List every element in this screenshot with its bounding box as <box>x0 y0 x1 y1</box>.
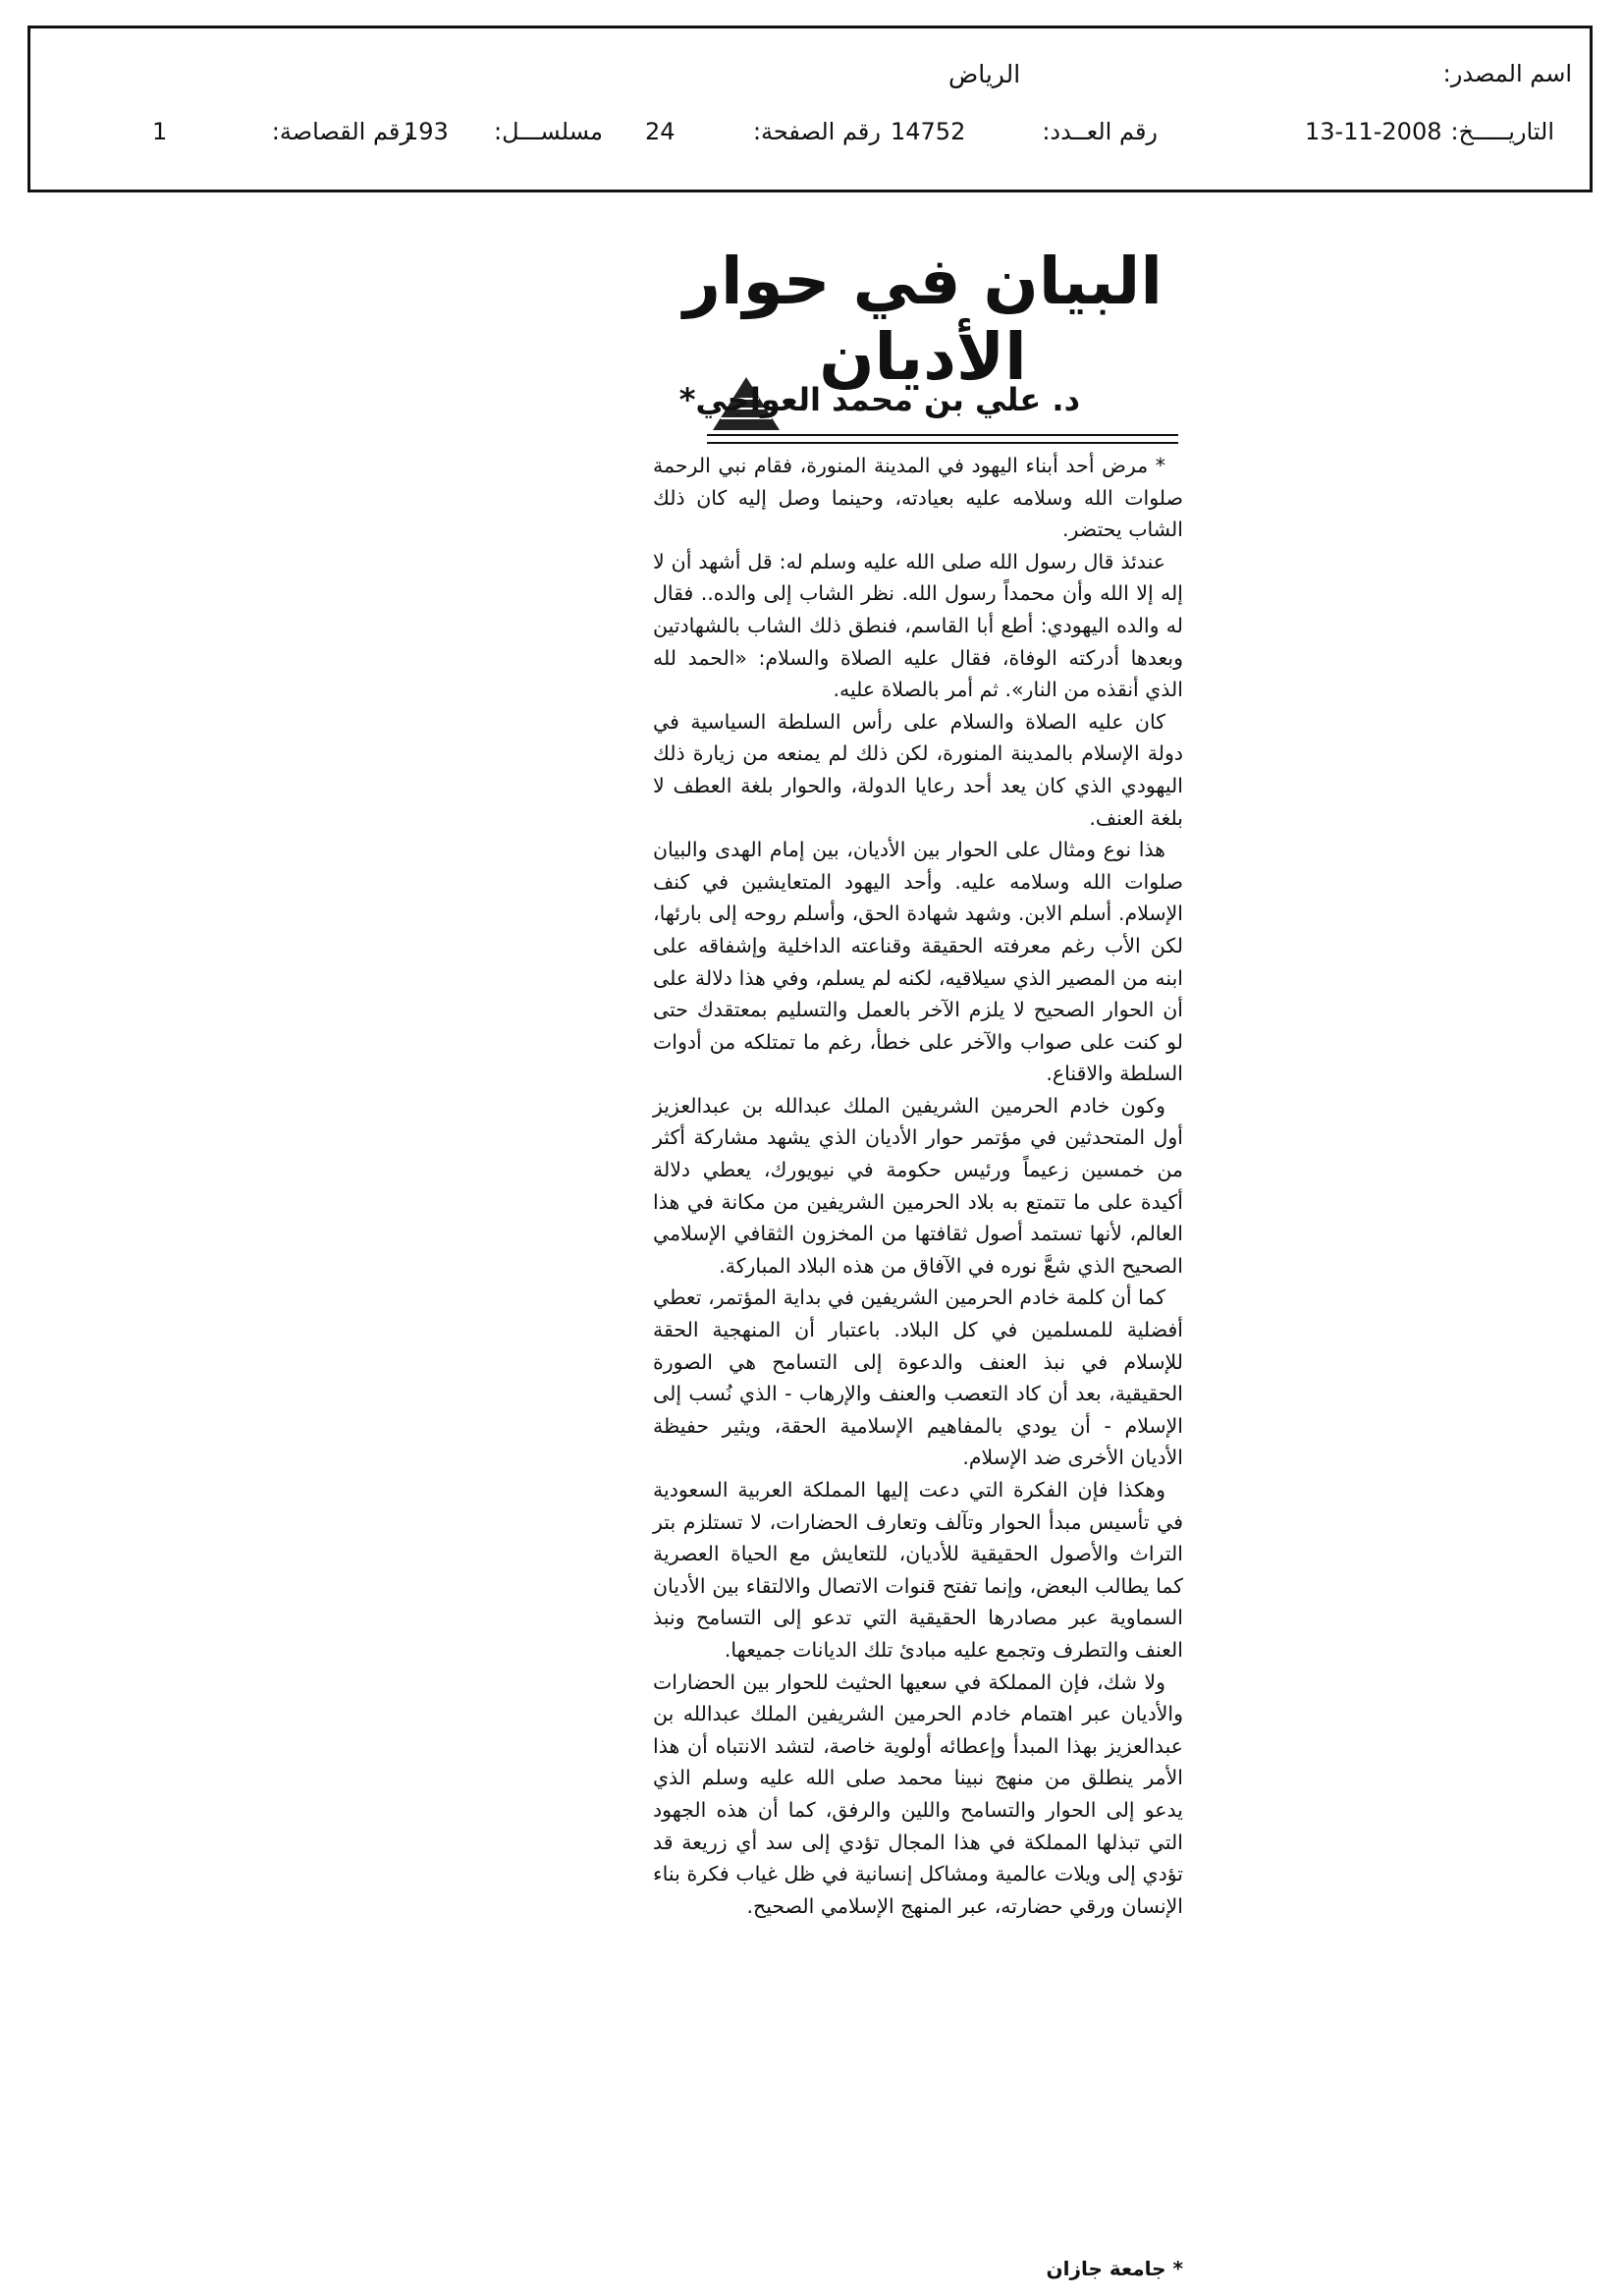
article-paragraph: هذا نوع ومثال على الحوار بين الأديان، بين إمام الهدى والبيان صلوات الله وسلامه عليه. وأحد اليهود المتعايشين في كنف الإسلام. أسلم الابن. وشهد شهادة الحق، وأسلم روحه إلى بارئها، لكن الأب رغم معرفته الحقيقة وقناعته الداخلية وإشفاقه على ابنه من المصير الذي سيلاقيه، لكنه لم يسلم، وفي هذا دلالة على أن الحوار الصحيح لا يلزم الآخر بالعمل والتسليم بمعتقدك حتى لو كنت على صواب والآخر على خطأ، رغم ما تمتلكه من أدوات السلطة والاقناع. <box>653 838 1183 1086</box>
article-paragraph: عندئذ قال رسول الله صلى الله عليه وسلم له: قل أشهد أن لا إله إلا الله وأن محمداً رسول الله. نظر الشاب إلى والده.. فقال له والده اليهودي: أطع أبا القاسم، فنطق ذلك الشاب بالشهادتين وبعدها أدركته الوفاة، فقال عليه الصلاة والسلام: «الحمد لله الذي أنقذه من النار». ثم أمر بالصلاة عليه. <box>653 549 1183 702</box>
article-paragraph: وكون خادم الحرمين الشريفين الملك عبدالله بن عبدالعزيز أول المتحدثين في مؤتمر حوار الأديان الذي يشهد مشاركة أكثر من خمسين زعيماً ورئيس حكومة في نيويورك، يعطي دلالة أكيدة على ما تتمتع به بلاد الحرمين الشريفين من مكانة في هذا العالم، لأنها تستمد أصول ثقافتها من المخزون الثقافي الإسلامي الصحيح الذي شعَّ نوره في الآفاق من هذه البلاد المباركة. <box>653 1093 1183 1278</box>
serial-value: 193 <box>404 118 449 145</box>
page-value: 24 <box>645 118 676 145</box>
source-label: اسم المصدر: <box>1442 60 1572 87</box>
author-affiliation: * جامعة جازان <box>1046 2257 1183 2280</box>
page-label: رقم الصفحة: <box>752 118 881 145</box>
author-name: د. علي بن محمد العواجي* <box>678 381 1080 418</box>
article-paragraph: * مرض أحد أبناء اليهود في المدينة المنورة، فقام نبي الرحمة صلوات الله وسلامه عليه بعيادته، وحينما وصل إليه كان ذلك الشاب يحتضر. <box>653 454 1183 542</box>
article-title: البيان في حوار الأديان <box>683 244 1163 395</box>
source-value: الرياض <box>948 60 1021 88</box>
article-body <box>653 450 1183 1922</box>
clip-label: رقم القصاصة: <box>271 118 411 145</box>
author-rule <box>707 434 1178 444</box>
serial-label: مسلســـل: <box>494 118 603 145</box>
clip-value: 1 <box>152 118 168 145</box>
issue-value: 14752 <box>891 118 966 145</box>
article-paragraph: ولا شك، فإن المملكة في سعيها الحثيث للحوار بين الحضارات والأديان عبر اهتمام خادم الحرمين الشريفين الملك عبدالله بن عبدالعزيز بهذا المبدأ وإعطائه أولوية خاصة، لتشد الانتباه أن هذا الأمر ينطلق من منهج نبينا محمد صلى الله عليه وسلم الذي يدعو إلى الحوار والتسامح واللين والرفق، كما أن هذه الجهود التي تبذلها المملكة في هذا المجال تؤدي إلى سد أي زريعة قد تؤدي إلى ويلات عالمية ومشاكل إنسانية في ظل غياب فكرة بناء الإنسان ورقي حضارته، عبر المنهج الإسلامي الصحيح. <box>653 1669 1183 1918</box>
article-paragraph: كما أن كلمة خادم الحرمين الشريفين في بداية المؤتمر، تعطي أفضلية للمسلمين في كل البلاد. باعتبار أن المنهجية الحقة للإسلام في نبذ العنف والدعوة إلى التسامح هي الصورة الحقيقية، بعد أن كاد التعصب والعنف والإرهاب - الذي نُسب إلى الإسلام - أن يودي بالمفاهيم الإسلامية الحقة، ويثير حفيظة الأديان الأخرى ضد الإسلام. <box>653 1285 1183 1470</box>
date-label: التاريـــــخ: <box>1450 118 1554 145</box>
issue-label: رقم العــدد: <box>1042 118 1158 145</box>
clipping-header <box>27 26 1593 192</box>
author-byline <box>678 373 1178 452</box>
article-paragraph: وهكذا فإن الفكرة التي دعت إليها المملكة العربية السعودية في تأسيس مبدأ الحوار وتآلف وتعارف الحضارات، لا تستلزم بتر التراث والأصول الحقيقية للأديان، للتعايش مع الحياة العصرية كما يطالب البعض، وإنما تفتح قنوات الاتصال والالتقاء بين الأديان السماوية عبر مصادرها الحقيقية التي تدعو إلى التسامح ونبذ العنف والتطرف وتجمع عليه مبادئ تلك الديانات جميعها. <box>653 1478 1183 1662</box>
date-value: 13-11-2008 <box>1305 118 1442 145</box>
article-paragraph: كان عليه الصلاة والسلام على رأس السلطة السياسية في دولة الإسلام بالمدينة المنورة، لكن ذلك لم يمنعه من زيارة ذلك اليهودي الذي كان يعد أحد رعايا الدولة، والحوار بلغة العطف لا بلغة العنف. <box>653 709 1183 830</box>
